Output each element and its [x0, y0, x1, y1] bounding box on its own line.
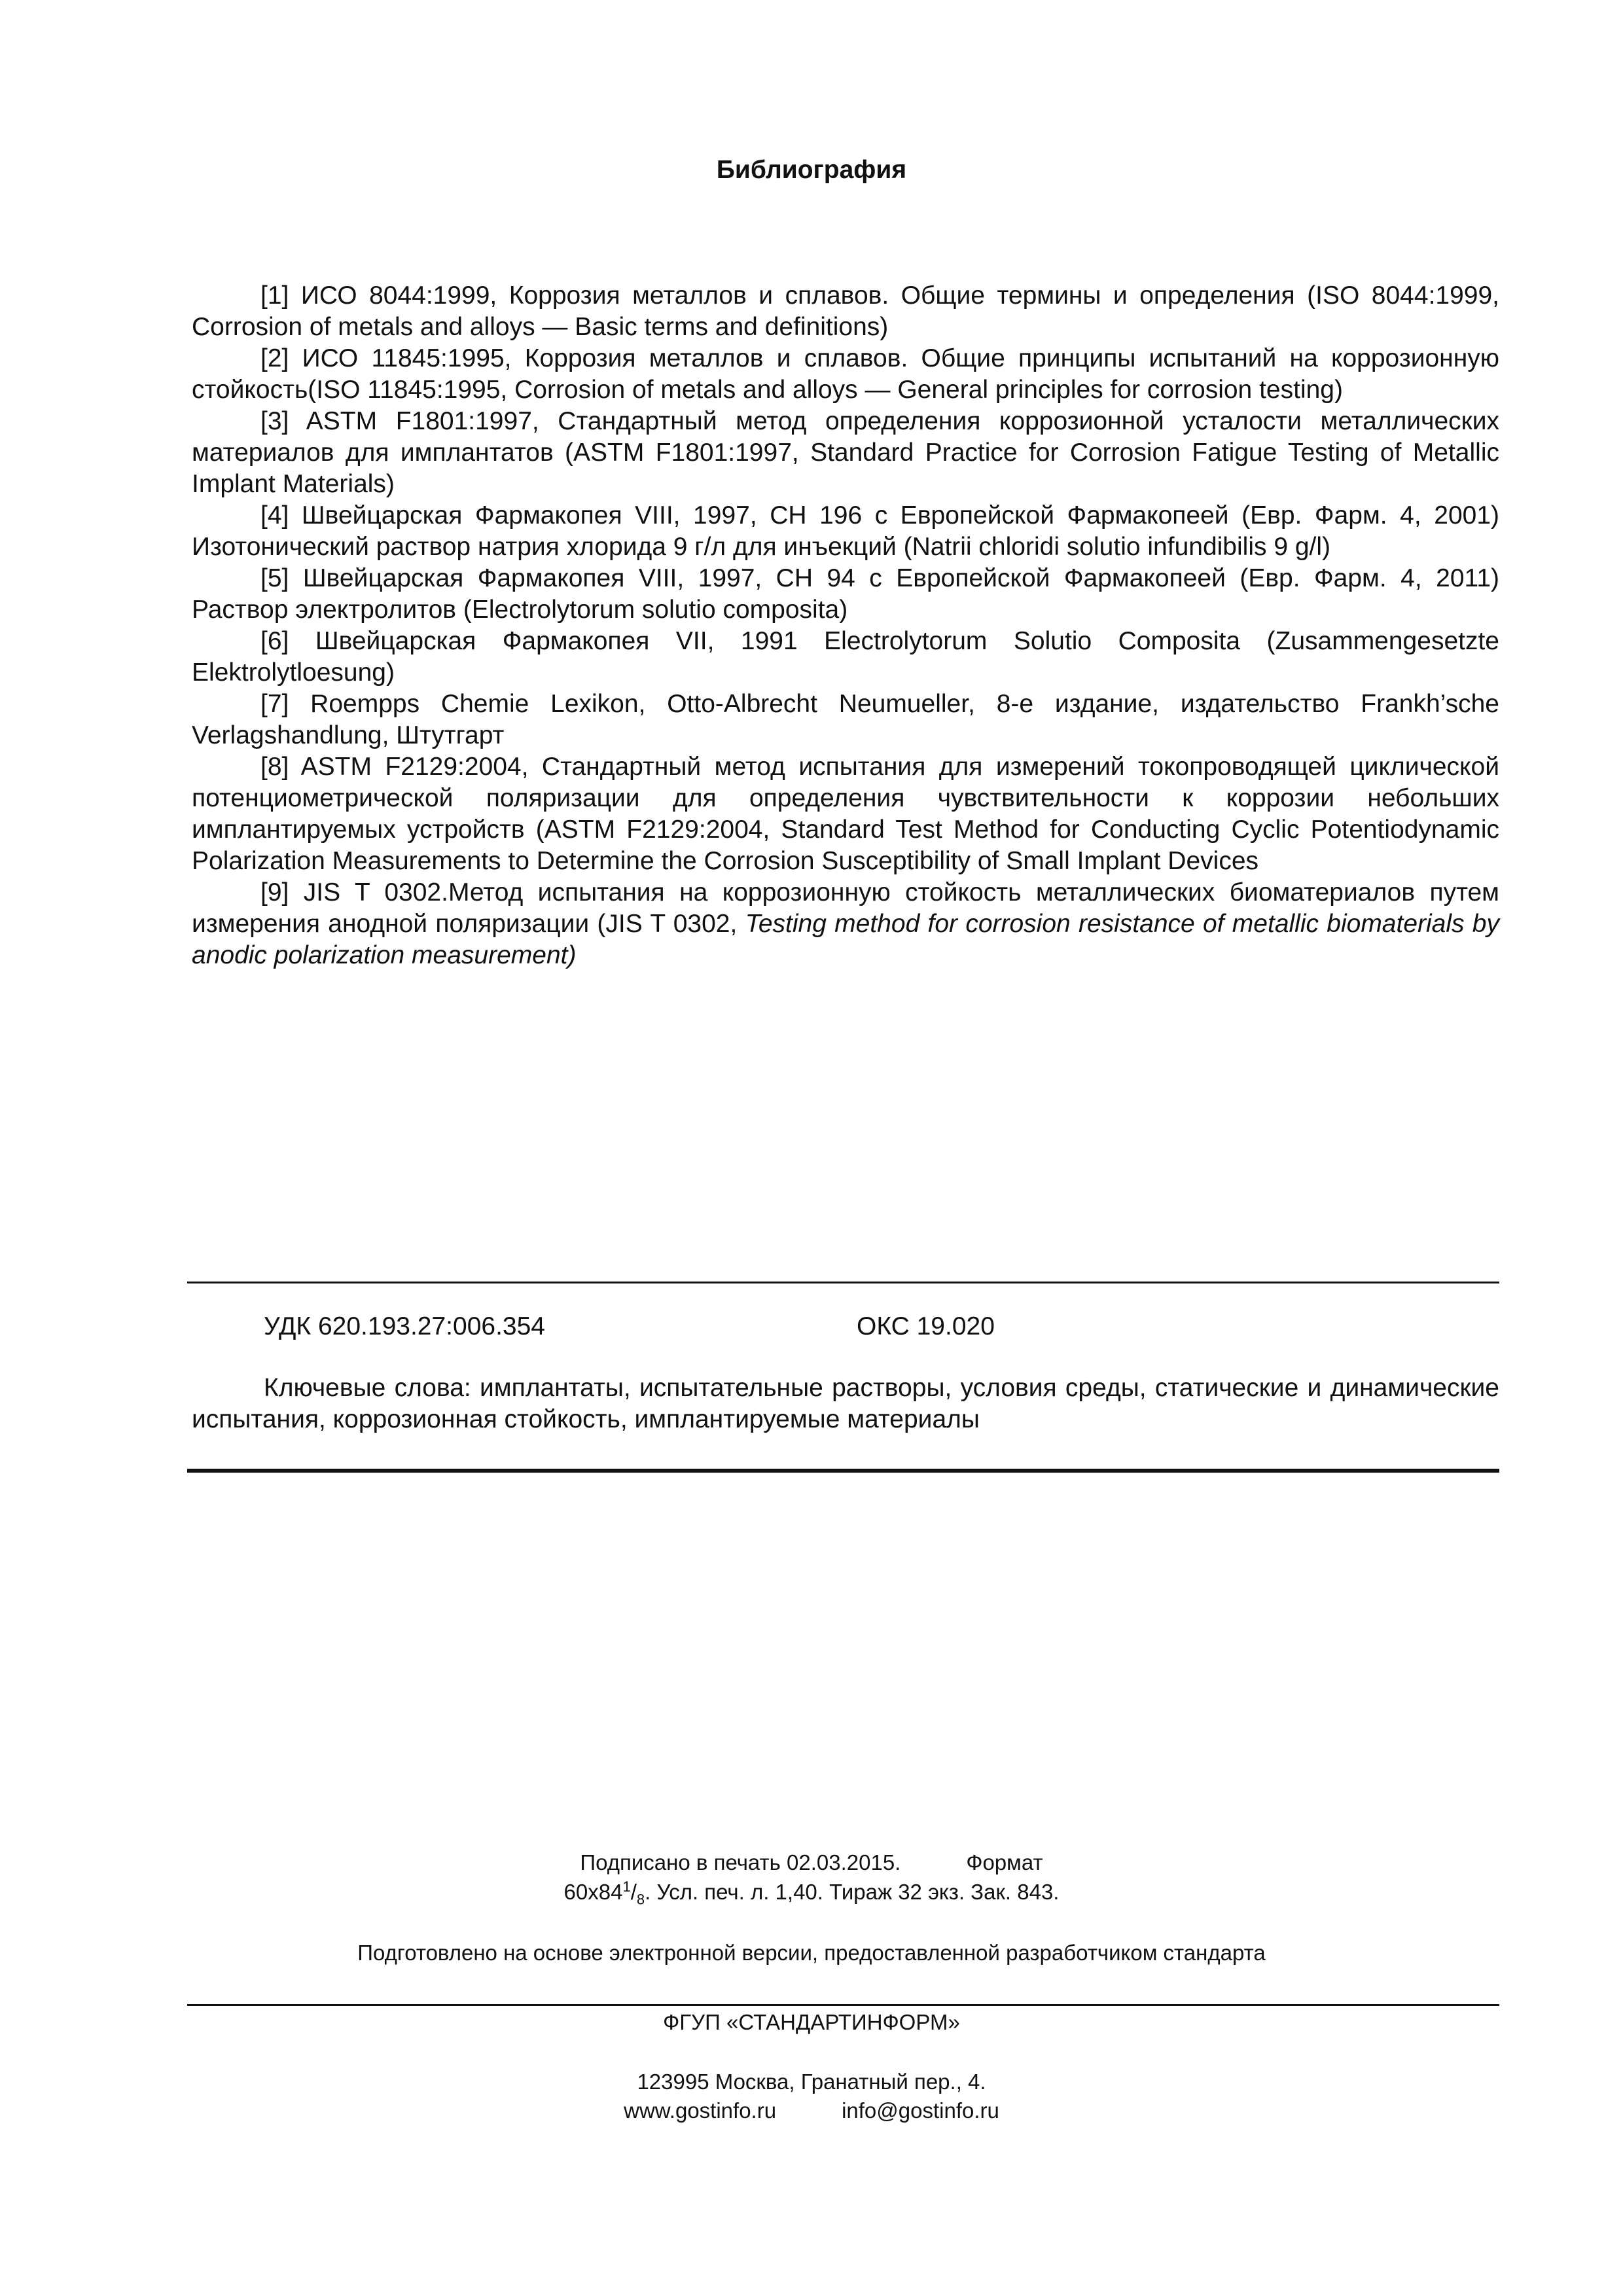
udk-code: УДК 620.193.27:006.354: [264, 1312, 545, 1340]
bibliography-entry: [192, 280, 1499, 343]
format-fraction-denominator: 8: [636, 1891, 645, 1908]
entry-text: [7] Roempps Chemie Lexikon, Otto-Albrecht Neumueller, 8-е издание, издательство Frankh’sche Verlagshandlung, Штутгарт: [192, 690, 1499, 749]
entry-text: [2] ИСО 11845:1995, Коррозия металлов и сплавов. Общие принципы испытаний на коррозионную стойкость(ISO 11845:1995, Corrosion of metals and alloys — General principles for corrosion testing): [192, 344, 1499, 404]
entry-text: [8] ASTM F2129:2004, Стандартный метод испытания для измерений токопроводящей циклической потенциометрической поляризации для определения чувствительности к коррозии небольших имплантируемых устройств (ASTM F2129:2004, Standard Test Method for Conducting Cyclic Potentiodynamic Polarization Measurements to Determine the Corrosion Susceptibility of Small Implant Devices: [192, 753, 1499, 875]
signed-date: Подписано в печать 02.03.2015.: [580, 1850, 901, 1874]
publisher-contacts: [0, 2097, 1623, 2125]
bibliography-list: [192, 280, 1499, 971]
format-fraction-numerator: 1: [622, 1878, 631, 1895]
email-link[interactable]: info@gostinfo.ru: [842, 2098, 999, 2123]
bibliography-entry: [192, 406, 1499, 500]
divider-bold: [187, 1469, 1499, 1473]
entry-text: [4] Швейцарская Фармакопея VIII, 1997, CH 196 с Европейской Фармакопеей (Евр. Фарм. 4, 2001) Изотонический раствор натрия хлорида 9 г/л для инъекций (Natrii chloridi solutio infundibilis 9 g/l): [192, 501, 1499, 561]
bibliography-entry: [192, 751, 1499, 877]
entry-text: [6] Швейцарская Фармакопея VII, 1991 Electrolytorum Solutio Composita (Zusammengesetzte Elektrolytloesung): [192, 627, 1499, 687]
format-label: Формат: [966, 1850, 1043, 1874]
bibliography-entry: [192, 877, 1499, 971]
prepared-note: Подготовлено на основе электронной версии, предоставленной разработчиком стандарта: [357, 1941, 1266, 1965]
imprint-signed-line: [0, 1849, 1623, 1876]
publisher-address: 123995 Москва, Гранатный пер., 4.: [637, 2070, 986, 2094]
website-link[interactable]: www.gostinfo.ru: [624, 2098, 777, 2123]
publisher-name: ФГУП «СТАНДАРТИНФОРМ»: [663, 2010, 960, 2034]
entry-text: [5] Швейцарская Фармакопея VIII, 1997, CH 94 с Европейской Фармакопеей (Евр. Фарм. 4, 2011) Раствор электролитов (Electrolytorum solutio composita): [192, 564, 1499, 624]
format-base: 60х84: [563, 1880, 623, 1904]
entry-text: [3] ASTM F1801:1997, Стандартный метод определения коррозионной усталости металлических материалов для имплантатов (ASTM F1801:1997, Standard Practice for Corrosion Fatigue Testing of Metallic Implant Materials): [192, 407, 1499, 498]
entry-text: [1] ИСО 8044:1999, Коррозия металлов и сплавов. Общие термины и определения (ISO 8044:1999, Corrosion of metals and alloys — Basic terms and definitions): [192, 281, 1499, 341]
keywords: Ключевые слова: имплантаты, испытательные растворы, условия среды, статические и динамические испытания, коррозионная стойкость, имплантируемые материалы: [192, 1374, 1499, 1433]
entry-text: [9] JIS T 0302.Метод испытания на коррозионную стойкость металлических биоматериалов путем измерения анодной поляризации (JIS T 0302,: [192, 878, 1499, 938]
page-title: Библиография: [716, 156, 907, 184]
imprint-format-line: $60х84^1/_8$. Усл. печ. л. 1,40. Тираж 32 экз. Зак. 843.: [563, 1878, 1060, 1908]
divider-bottom: [187, 2004, 1499, 2006]
bibliography-entry: [192, 626, 1499, 689]
bibliography-entry: [192, 343, 1499, 406]
divider-top: [187, 1282, 1499, 1283]
entry-italic-title: Testing method for corrosion resistance of metallic biomaterials by anodic polarization measurement): [192, 910, 1499, 969]
bibliography-entry: [192, 689, 1499, 751]
oks-code: ОКС 19.020: [857, 1312, 995, 1340]
print-details: . Усл. печ. л. 1,40. Тираж 32 экз. Зак. 843.: [645, 1880, 1060, 1904]
bibliography-entry: [192, 500, 1499, 563]
bibliography-entry: [192, 563, 1499, 626]
